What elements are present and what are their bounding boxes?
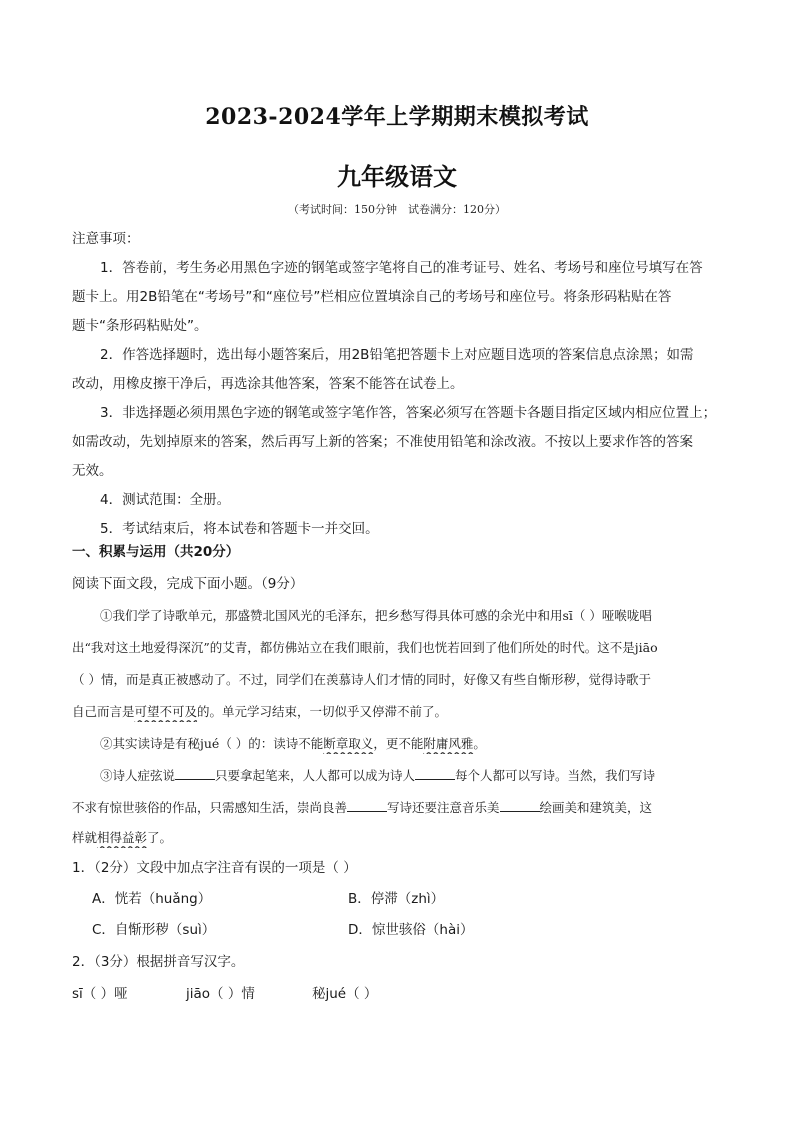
q1-option-b[interactable]: B．停滞（zhì） — [348, 891, 445, 907]
notice-line: 5．考试结束后，将本试卷和答题卡一并交回。 — [100, 521, 379, 537]
subject-title: 九年级语文 — [337, 162, 457, 191]
fill-blank[interactable] — [415, 767, 455, 780]
passage-text: 的。单元学习结束，一切似乎又停滞不前了。 — [197, 704, 448, 719]
q1-option-a[interactable]: A．恍若（huǎng） — [92, 891, 212, 907]
notice-line: 改动，用橡皮擦干净后，再选涂其他答案，答案不能答在试卷上。 — [72, 376, 464, 392]
notice-line: 3．非选择题必须用黑色字迹的钢笔或签字笔作答，答案必须写在答题卡各题目指定区域内相应位置上； — [100, 405, 717, 421]
fill-blank[interactable] — [347, 799, 387, 812]
reading-intro: 阅读下面文段，完成下面小题。（9分） — [72, 576, 304, 592]
wavy-idiom: 附庸风雅 — [423, 736, 474, 751]
passage-line: （ ）情，而是真正被感动了。不过，同学们在羡慕诗人们才情的同时，好像又有些自惭形秽，觉得诗歌于 — [72, 672, 651, 687]
passage-line: 出“我对这土地爱得深沉”的艾青，都仿佛站立在我们眼前，我们也恍若回到了他们所处的时代。这不是jiāo — [72, 640, 658, 655]
fill-blank[interactable] — [175, 767, 215, 780]
passage-line — [72, 798, 723, 818]
question-2-stem: 2．（3分）根据拼音写汉字。 — [72, 954, 245, 970]
passage-text: 不求有惊世骇俗的作品，只需感知生活，崇尚良善 — [72, 800, 348, 815]
q1-option-d[interactable]: D．惊世骇俗（hài） — [348, 922, 474, 938]
exam-title: 2023-2024学年上学期期末模拟考试 — [205, 104, 589, 130]
notice-line: 如需改动，先划掉原来的答案，然后再写上新的答案；不准使用铅笔和涂改液。不按以上要求作答的答案 — [72, 434, 693, 450]
notice-line: 题卡“条形码粘贴处”。 — [72, 318, 208, 334]
notice-line: 2．作答选择题时，选出每小题答案后，用2B铅笔把答题卡上对应题目选项的答案信息点涂黑；如需 — [100, 347, 694, 363]
passage-text: 每个人都可以写诗。当然，我们写诗 — [455, 768, 656, 783]
q2-item-jue[interactable]: 秘jué（ ） — [312, 986, 378, 1002]
passage-text: ，更不能 — [373, 736, 424, 751]
passage-line — [72, 828, 723, 848]
passage-line — [100, 734, 723, 754]
passage-text: ③诗人症弦说 — [100, 768, 176, 783]
fill-blank[interactable] — [500, 799, 540, 812]
passage-text: 样就 — [72, 830, 98, 845]
question-1-stem: 1．（2分）文段中加点字注音有误的一项是（ ） — [72, 860, 357, 876]
passage-text: ②其实读诗是有秘jué（ ）的：读诗不能 — [100, 736, 324, 751]
passage-text: 只要拿起笔来，人人都可以成为诗人 — [215, 768, 416, 783]
q1-option-c[interactable]: C．自惭形秽（suì） — [92, 922, 216, 938]
passage-text: 写诗还要注意音乐美 — [387, 800, 500, 815]
q2-item-jiao[interactable]: jiāo（ ）情 — [186, 986, 255, 1002]
exam-info: （考试时间：150分钟 试卷满分：120分） — [288, 203, 506, 216]
notice-line: 无效。 — [72, 463, 113, 479]
notice-heading: 注意事项： — [72, 231, 140, 247]
passage-text: 。 — [473, 736, 486, 751]
notice-line: 4．测试范围：全册。 — [100, 492, 231, 508]
passage-line — [72, 702, 723, 722]
wavy-idiom: 相得益彰 — [97, 830, 148, 845]
passage-text: 自己而言是 — [72, 704, 135, 719]
section-heading: 一、积累与运用（共20分） — [72, 544, 240, 560]
passage-text: 绘画美和建筑美，这 — [539, 800, 653, 815]
passage-text: 了。 — [147, 830, 173, 845]
passage-line — [100, 766, 723, 786]
notice-line: 1．答卷前，考生务必用黑色字迹的钢笔或签字笔将自己的准考证号、姓名、考场号和座位号填写在答 — [100, 260, 703, 276]
passage-line: ①我们学了诗歌单元，那盛赞北国风光的毛泽东，把乡愁写得具体可感的余光中和用sī（ ）哑喉咙唱 — [100, 608, 652, 623]
wavy-idiom: 断章取义 — [323, 736, 374, 751]
wavy-idiom: 可望不可及 — [134, 704, 198, 719]
q2-item-si[interactable]: sī（ ）哑 — [72, 986, 128, 1002]
notice-line: 题卡上。用2B铅笔在“考场号”和“座位号”栏相应位置填涂自己的考场号和座位号。将条形码粘贴在答 — [72, 289, 672, 305]
